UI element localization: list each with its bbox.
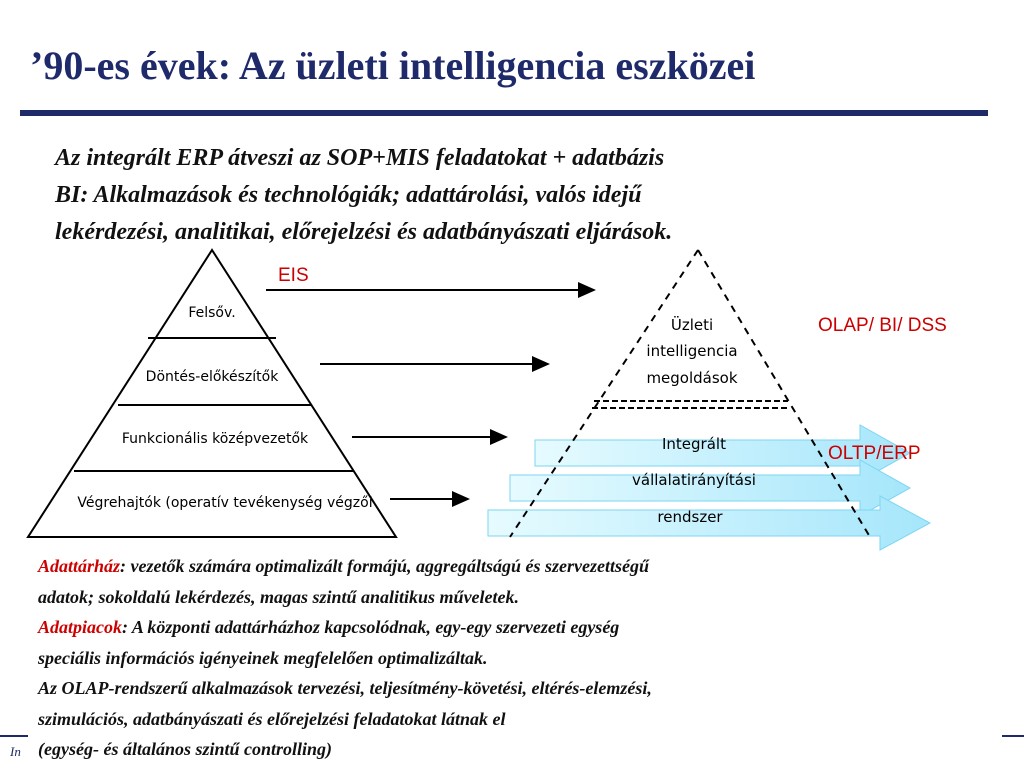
footer-rule-left: [0, 735, 28, 737]
erp-line-3: rendszer: [657, 508, 723, 526]
adatpiacok-definition: : A központi adattárházhoz kapcsolódnak, egy-egy szervezeti egység: [122, 617, 620, 637]
note-line-1: [38, 551, 968, 582]
bi-top-line-1: Üzleti: [670, 316, 714, 334]
notes-text: [38, 551, 968, 765]
page-title: ’90-es évek: Az üzleti intelligencia eszközei: [30, 43, 756, 88]
label-oltp: OLTP/ERP: [828, 443, 921, 464]
pyramid-level-2: Döntés-előkészítők: [145, 369, 279, 385]
management-pyramid: [28, 250, 396, 537]
note-line-6: szimulációs, adatbányászati és előrejelzési feladatokat látnak el: [38, 708, 506, 729]
label-eis: EIS: [278, 265, 309, 286]
pyramid-level-1: Felsőv.: [188, 305, 236, 321]
pyramid-level-3: Funkcionális középvezetők: [121, 431, 309, 447]
intro-line-2: BI: Alkalmazások és technológiák; adattárolási, valós idejű: [55, 182, 642, 208]
note-line-3: [38, 612, 968, 643]
erp-line-2: vállalatirányítási: [632, 471, 756, 489]
note-line-7: (egység- és általános szintű controlling): [38, 739, 333, 759]
term-adatpiacok: Adatpiacok: [38, 617, 122, 637]
intro-line-1: Az integrált ERP átveszi az SOP+MIS feladatokat + adatbázis: [55, 145, 665, 171]
erp-line-1: Integrált: [662, 435, 726, 453]
bi-top-line-2: intelligencia: [646, 342, 738, 360]
note-line-5: Az OLAP-rendszerű alkalmazások tervezési, teljesítmény-követési, eltérés-elemzési,: [38, 678, 652, 698]
intro-line-3: lekérdezési, analitikai, előrejelzési és adatbányászati eljárások.: [55, 219, 673, 245]
pyramid-level-4: Végrehajtók (operatív tevékenység végzői: [77, 495, 373, 511]
adattarhaz-definition: : vezetők számára optimalizált formájú, aggregáltságú és szervezettségű: [120, 556, 650, 576]
note-line-2: adatok; sokoldalú lekérdezés, magas szintű analitikus műveletek.: [38, 586, 520, 607]
arrow-dss: [320, 356, 550, 372]
footer-text: In: [10, 744, 21, 759]
label-olap: OLAP/ BI/ DSS: [818, 315, 947, 336]
bi-top-line-3: megoldások: [646, 369, 738, 387]
footer-rule-right: [1002, 735, 1024, 737]
arrow-middle: [352, 429, 508, 445]
term-adattarhaz: Adattárház: [38, 556, 121, 576]
arrow-operative: [390, 491, 470, 507]
arrow-eis: [266, 282, 596, 298]
note-line-4: speciális információs igényeinek megfelelően optimalizáltak.: [38, 647, 488, 668]
pyramid-outline: [28, 250, 396, 537]
